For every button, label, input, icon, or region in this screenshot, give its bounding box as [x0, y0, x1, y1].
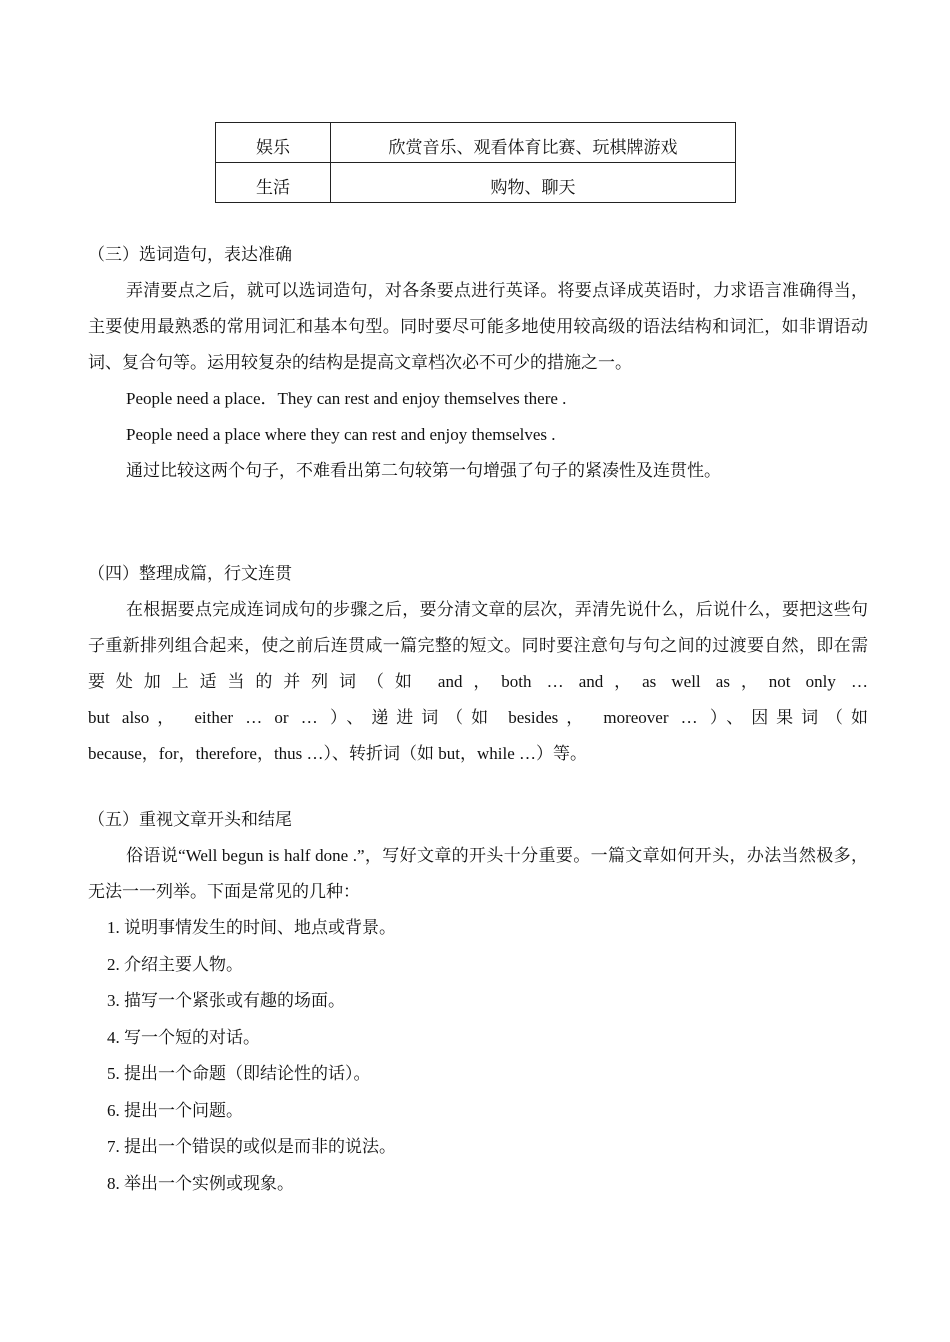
opening-methods-list	[88, 910, 868, 1202]
list-item: 8. 举出一个实例或现象。	[107, 1173, 294, 1193]
list-item: 4. 写一个短的对话。	[107, 1027, 260, 1047]
table-cell-category: 娱乐	[216, 123, 331, 163]
table-cell-content: 欣赏音乐、观看体育比赛、玩棋牌游戏	[331, 123, 736, 163]
section-paragraph: 弄清要点之后，就可以选词造句，对各条要点进行英译。将要点译成英语时，力求语言准确得当，主要使用最熟悉的常用词汇和基本句型。同时要尽可能多地使用较高级的语法结构和词汇，如非谓语动词、复合句等。运用较复杂的结构是提高文章档次必不可少的措施之一。	[88, 281, 868, 372]
section-paragraph-line: because，for，therefore，thus …）、转折词（如 but，while …）等。	[88, 744, 588, 763]
example-sentence: People need a place where they can rest and enjoy themselves .	[126, 425, 556, 444]
table-cell-category: 生活	[216, 163, 331, 203]
section-three	[88, 237, 868, 489]
list-item: 1. 说明事情发生的时间、地点或背景。	[107, 918, 396, 937]
table-row	[216, 163, 736, 203]
section-four	[88, 556, 868, 772]
list-item: 3. 描写一个紧张或有趣的场面。	[107, 991, 345, 1010]
section-paragraph: 在根据要点完成连词成句的步骤之后，要分清文章的层次，弄清先说什么，后说什么，要把这些句子重新排列组合起来，使之前后连贯咸一篇完整的短文。同时要注意句与句之间的过渡要自然，即在需要处加上适当的并列词（如 and，both … and，as well as，not only …	[88, 600, 868, 691]
section-heading: （五）重视文章开头和结尾	[88, 810, 292, 829]
list-item: 2. 介绍主要人物。	[107, 954, 243, 974]
section-five	[88, 802, 868, 1202]
list-item: 7. 提出一个错误的或似是而非的说法。	[107, 1137, 396, 1156]
topic-table	[215, 122, 736, 203]
table-cell-content: 购物、聊天	[331, 163, 736, 203]
section-paragraph: 通过比较这两个句子，不难看出第二句较第一句增强了句子的紧凑性及连贯性。	[126, 461, 721, 480]
list-item: 5. 提出一个命题（即结论性的话）。	[107, 1064, 371, 1083]
table-row	[216, 123, 736, 163]
section-paragraph: 俗语说“Well begun is half done .”，写好文章的开头十分重要。一篇文章如何开头，办法当然极多，无法一一列举。下面是常见的几种：	[88, 846, 868, 901]
section-heading: （三）选词造句，表达准确	[88, 245, 292, 264]
section-heading: （四）整理成篇，行文连贯	[88, 564, 292, 583]
list-item: 6. 提出一个问题。	[107, 1100, 243, 1120]
section-paragraph-line: but also， either … or … ）、递进词（如 besides， moreover … ）、因果词（如	[88, 708, 868, 727]
example-sentence: People need a place．They can rest and enjoy themselves there .	[126, 389, 567, 408]
